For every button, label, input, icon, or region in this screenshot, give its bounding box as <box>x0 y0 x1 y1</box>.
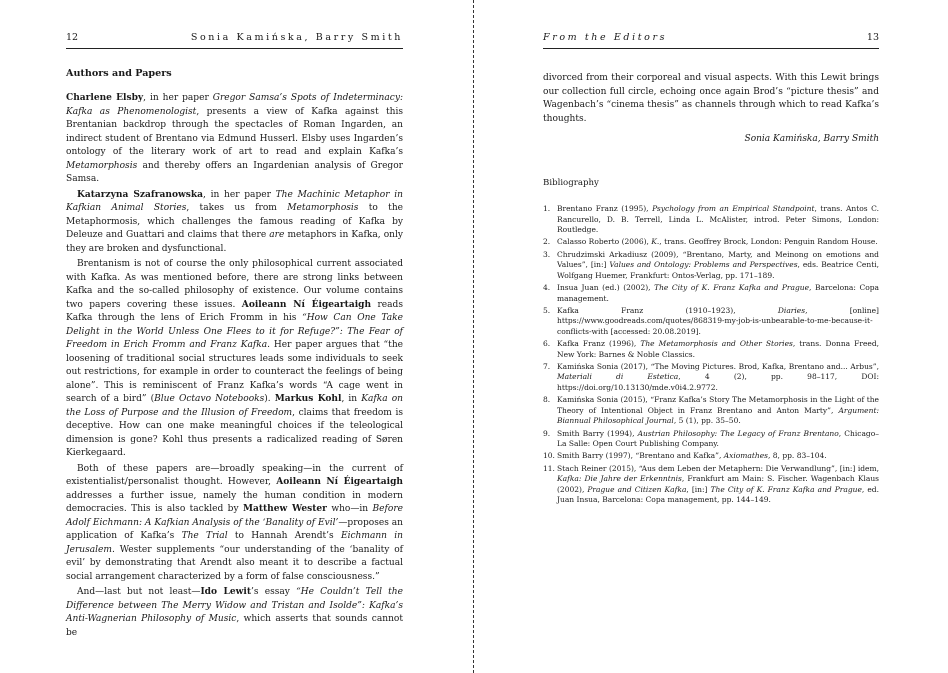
bibliography-item <box>543 283 879 304</box>
bibliography-item-number: 3. <box>543 249 551 259</box>
left-page-number: 12 <box>66 32 79 43</box>
right-page-number: 13 <box>866 32 879 43</box>
left-body-text <box>66 92 403 640</box>
paragraph: And—last but not least—Ido Lewit’s essay “He Couldn’t Tell the Difference between The Merry Widow and Tristan and Isolde”: Kafka’s Anti-Wagnerian Philosophy of Music, which asserts that sounds cannot be <box>66 587 403 638</box>
bibliography-item-text: Kafka Franz (1910–1923), Diaries, [online] https://www.goodreads.com/quotes/868319-my-job-is-unbearable-to-me-because-it-conflicts-with [accessed: 20.08.2019]. <box>557 305 879 336</box>
left-page <box>66 30 403 640</box>
paragraph: Katarzyna Szafranowska, in her paper The Machinic Metaphor in Kafkian Animal Stories, takes us from Metamorphosis to the Metaphormosis, which challenges the famous reading of Kafka by Deleuze and Guattari and claims that there are metaphors in Kafka, only they are broken and dysfunctional. <box>66 189 403 254</box>
bibliography-item-text: Smith Barry (1994), Austrian Philosophy: The Legacy of Franz Brentano, Chicago–La Salle: Open Court Publishing Company. <box>557 428 879 449</box>
bibliography-item-number: 10. <box>543 451 555 461</box>
right-running-head <box>543 30 879 49</box>
bibliography-item-text: Kamińska Sonia (2017), “The Moving Pictures. Brod, Kafka, Brentano and... Arbus”, Materiali di Estetica, 4 (2), pp. 98–117, DOI: https://doi.org/10.13130/mde.v0i4.2.9772. <box>557 361 880 393</box>
bibliography-item-text: Kafka Franz (1996), The Metamorphosis and Other Stories, trans. Donna Freed, New York: Barnes & Noble Classics. <box>557 339 880 359</box>
bibliography-item-text: Stach Reiner (2015), “Aus dem Leben der Metaphern: Die Verwandlung”, [in:] idem, Kafka: Die Jahre der Erkenntnis, Frankfurt am Main: S. Fischer. Wagenbach Klaus (2002), Prague and Citizen Kafka, [in:] The City of K. Franz Kafka and Prague, ed. Juan Insua, Barcelona: Copa management, pp. 144–149. <box>557 463 880 505</box>
page-gutter-divider <box>473 0 474 673</box>
paragraph: Charlene Elsby, in her paper Gregor Samsa’s Spots of Indeterminacy: Kafka as Phenomenologist, presents a view of Kafka against this Brentanian backdrop through the spectacles of Roman Ingarden, an indirect student of Brentano via Edmund Husserl. Elsby uses Ingarden’s ontology of the literary work of art to read and explain Kafka’s Metamorphosis and thereby offers an Ingardenian analysis of Gregor Samsa. <box>66 93 404 184</box>
right-page <box>543 30 879 508</box>
bibliography-item <box>543 204 879 236</box>
left-running-head <box>66 30 403 49</box>
bibliography-item <box>543 395 879 427</box>
bibliography-item <box>543 339 879 360</box>
bibliography-item <box>543 429 879 450</box>
editors-signature: Sonia Kamińska, Barry Smith <box>744 134 879 144</box>
bibliography-item-text: Insua Juan (ed.) (2002), The City of K. Franz Kafka and Prague, Barcelona: Copa management. <box>557 282 880 303</box>
bibliography-item-text: Chrudzimski Arkadiusz (2009), “Brentano, Marty, and Meinong on emotions and Values”, [in:] Values and Ontology: Problems and Perspectives, eds. Beatrice Centi, Wolfgang Huemer, Frankfurt: Ontos-Verlag, pp. 171–189. <box>557 249 879 280</box>
paragraph: Brentanism is not of course the only philosophical current associated with Kafka. As was mentioned before, there are strong links between Kafka and the so-called philosophy of existence. Our volume contains two papers covering these issues. Aoileann Ní Éigeartaigh reads Kafka through the lens of Erich Fromm in his “How Can One Take Delight in the World Unless One Flees to it for Refuge?”: The Fear of Freedom in Erich Fromm and Franz Kafka. Her paper argues that “the loosening of traditional social structures leads some individuals to seek out restrictions, for example in order to counteract the feelings of being alone”. This is reminiscent of Franz Kafka’s words “A cage went in search of a bird” (Blue Octavo Notebooks). Markus Kohl, in Kafka on the Loss of Purpose and the Illusion of Freedom, claims that freedom is deceptive. How can one make meaningful choices if the teleological dimension is gone? Kohl thus presents a radicalized reading of Søren Kierkegaard. <box>66 259 403 458</box>
bibliography-item-number: 11. <box>543 463 555 473</box>
bibliography-list <box>543 204 879 506</box>
bibliography-item-text: Brentano Franz (1995), Psychology from an Empirical Standpoint, trans. Antos C. Rancurello, D. B. Terrell, Linda L. McAlister, introd. Peter Simons, London: Routledge. <box>557 204 879 235</box>
bibliography-item <box>543 250 879 282</box>
paragraph: Both of these papers are—broadly speaking—in the current of existentialist/personalist thought. However, Aoileann Ní Éigeartaigh addresses a further issue, namely the human condition in modern democracies. This is also tackled by Matthew Wester who—in Before Adolf Eichmann: A Kafkian Analysis of the ‘Banality of Evil’—proposes an application of Kafka’s The Trial to Hannah Arendt’s Eichmann in Jerusalem. Wester supplements “our understanding of the ‘banality of evil’ by demonstrating that Arendt also meant it to describe a factual social arrangement characterized by a form of false consciousness.” <box>66 463 404 582</box>
bibliography-item-text: Calasso Roberto (2006), K., trans. Geoffrey Brock, London: Penguin Random House. <box>557 237 878 247</box>
bibliography-item-number: 4. <box>543 282 551 292</box>
bibliography-item <box>543 306 879 338</box>
bibliography-item-number: 5. <box>543 305 551 315</box>
continuation-paragraph: divorced from their corporeal and visual aspects. With this Lewit brings our collection full circle, echoing once again Brod’s “picture thesis” and Wagenbach’s “cinema thesis” as channels through which to read Kafka’s thoughts. <box>543 73 879 124</box>
bibliography-item-number: 1. <box>543 204 551 213</box>
section-title: Authors and Papers <box>66 68 172 79</box>
bibliography-item-number: 8. <box>543 395 551 405</box>
bibliography-item <box>543 362 879 394</box>
bibliography-item <box>543 464 879 506</box>
bibliography-item-number: 2. <box>543 237 551 247</box>
right-running-head-title: From the Editors <box>543 32 668 43</box>
bibliography-item-number: 7. <box>543 361 551 371</box>
bibliography-item <box>543 237 879 248</box>
bibliography-item-text: Kamińska Sonia (2015), “Franz Kafka’s Story The Metamorphosis in the Light of the Theory of Intentional Object in Franz Brentano and Anton Marty”, Argument: Biannual Philosophical Journal, 5 (1), pp. 35–50. <box>557 395 879 426</box>
bibliography-title: Bibliography <box>543 178 599 188</box>
left-running-head-authors: Sonia Kamińska, Barry Smith <box>190 32 403 43</box>
bibliography-item <box>543 451 879 462</box>
bibliography-item-number: 9. <box>543 428 551 438</box>
bibliography-item-number: 6. <box>543 339 551 349</box>
bibliography-item-text: Smith Barry (1997), “Brentano and Kafka”, Axiomathes, 8, pp. 83–104. <box>557 451 827 461</box>
